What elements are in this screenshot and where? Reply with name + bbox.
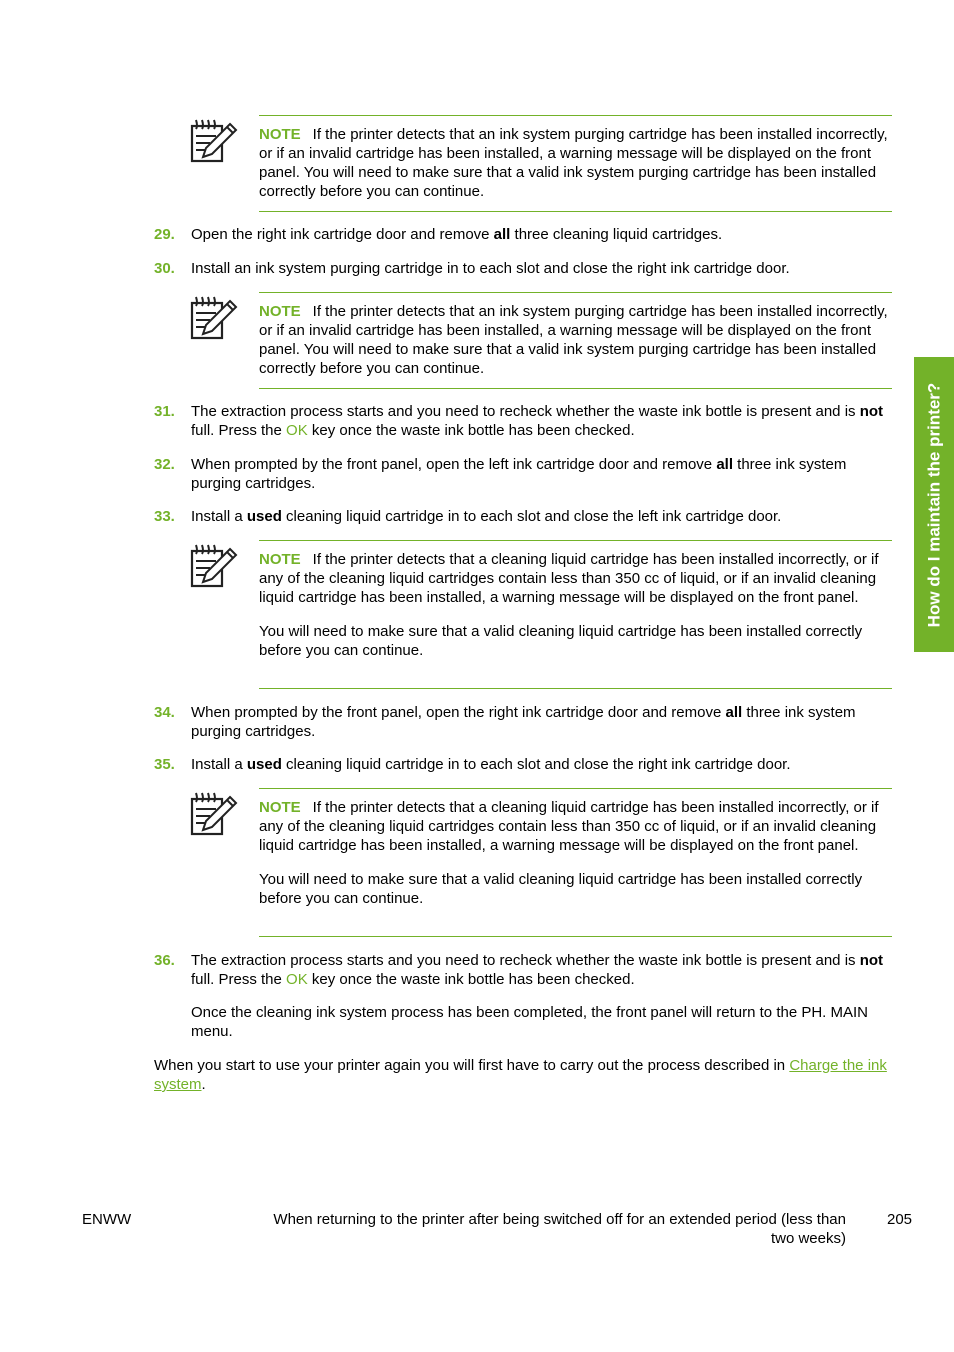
step-text: When prompted by the front panel, open the right ink cartridge door and remove all three ink system purging cartridges. <box>191 704 856 740</box>
note-text: If the printer detects that a cleaning liquid cartridge has been installed incorrectly, or if any of the cleaning liquid cartridges contain less than 350 cc of liquid, or if an invalid cleaning liquid cartridge has been installed, a warning message will be displayed on the front panel. <box>259 799 879 854</box>
ok-key: OK <box>286 971 308 988</box>
note-text: You will need to make sure that a valid cleaning liquid cartridge has been installed correctly before you can continue. <box>259 623 863 659</box>
step-number: 31. <box>154 403 175 420</box>
step-number: 35. <box>154 756 175 773</box>
note-box <box>259 788 892 937</box>
note-label: NOTE <box>259 126 301 143</box>
charge-ink-system-link[interactable]: Charge the ink system <box>154 1057 887 1093</box>
note-label: NOTE <box>259 551 301 568</box>
closing-paragraph: When you start to use your printer again you will first have to carry out the process described in Charge the ink system. <box>154 1057 887 1093</box>
side-tab-label: How do I maintain the printer? <box>924 382 944 627</box>
step-text: Open the right ink cartridge door and remove all three cleaning liquid cartridges. <box>191 226 723 243</box>
step-number: 29. <box>154 226 175 243</box>
note-icon <box>190 791 238 837</box>
note-box <box>259 292 892 389</box>
note-text: If the printer detects that an ink system purging cartridge has been installed incorrectly, or if an invalid cartridge has been installed, a warning message will be displayed on the front panel. You will need to make sure that a valid ink system purging cartridge has been installed correctly before you can continue. <box>259 126 888 200</box>
step-text: The extraction process starts and you need to recheck whether the waste ink bottle is present and is not full. Press the OK key once the waste ink bottle has been checked. <box>191 952 884 988</box>
note-icon <box>190 543 238 589</box>
page-number: 205 <box>887 1211 913 1228</box>
step-number: 34. <box>154 704 175 721</box>
step-text: When prompted by the front panel, open the left ink cartridge door and remove all three ink system purging cartridges. <box>191 456 847 492</box>
note-box <box>259 115 892 212</box>
note-text: If the printer detects that a cleaning liquid cartridge has been installed incorrectly, or if any of the cleaning liquid cartridges contain less than 350 cc of liquid, or if an invalid cleaning liquid cartridge has been installed, a warning message will be displayed on the front panel. <box>259 551 879 606</box>
step-text: Once the cleaning ink system process has been completed, the front panel will return to the PH. MAIN menu. <box>191 1004 869 1040</box>
side-tab <box>914 357 954 652</box>
footer-left: ENWW <box>82 1211 132 1228</box>
step-text: Install a used cleaning liquid cartridge in to each slot and close the left ink cartridge door. <box>191 508 782 525</box>
step-text: Install an ink system purging cartridge in to each slot and close the right ink cartridge door. <box>191 260 790 277</box>
note-box <box>259 540 892 689</box>
note-label: NOTE <box>259 303 301 320</box>
note-icon <box>190 118 238 164</box>
note-label: NOTE <box>259 799 301 816</box>
step-number: 36. <box>154 952 175 969</box>
note-text: You will need to make sure that a valid cleaning liquid cartridge has been installed correctly before you can continue. <box>259 871 863 907</box>
step-number: 33. <box>154 508 175 525</box>
note-icon <box>190 295 238 341</box>
step-number: 32. <box>154 456 175 473</box>
step-text: Install a used cleaning liquid cartridge in to each slot and close the right ink cartridge door. <box>191 756 791 773</box>
step-number: 30. <box>154 260 175 277</box>
note-text: If the printer detects that an ink system purging cartridge has been installed incorrectly, or if an invalid cartridge has been installed, a warning message will be displayed on the front panel. You will need to make sure that a valid ink system purging cartridge has been installed correctly before you can continue. <box>259 303 888 377</box>
ok-key: OK <box>286 422 308 439</box>
footer-center: When returning to the printer after being switched off for an extended period (less than two weeks) <box>273 1211 846 1247</box>
step-text: The extraction process starts and you need to recheck whether the waste ink bottle is present and is not full. Press the OK key once the waste ink bottle has been checked. <box>191 403 884 439</box>
